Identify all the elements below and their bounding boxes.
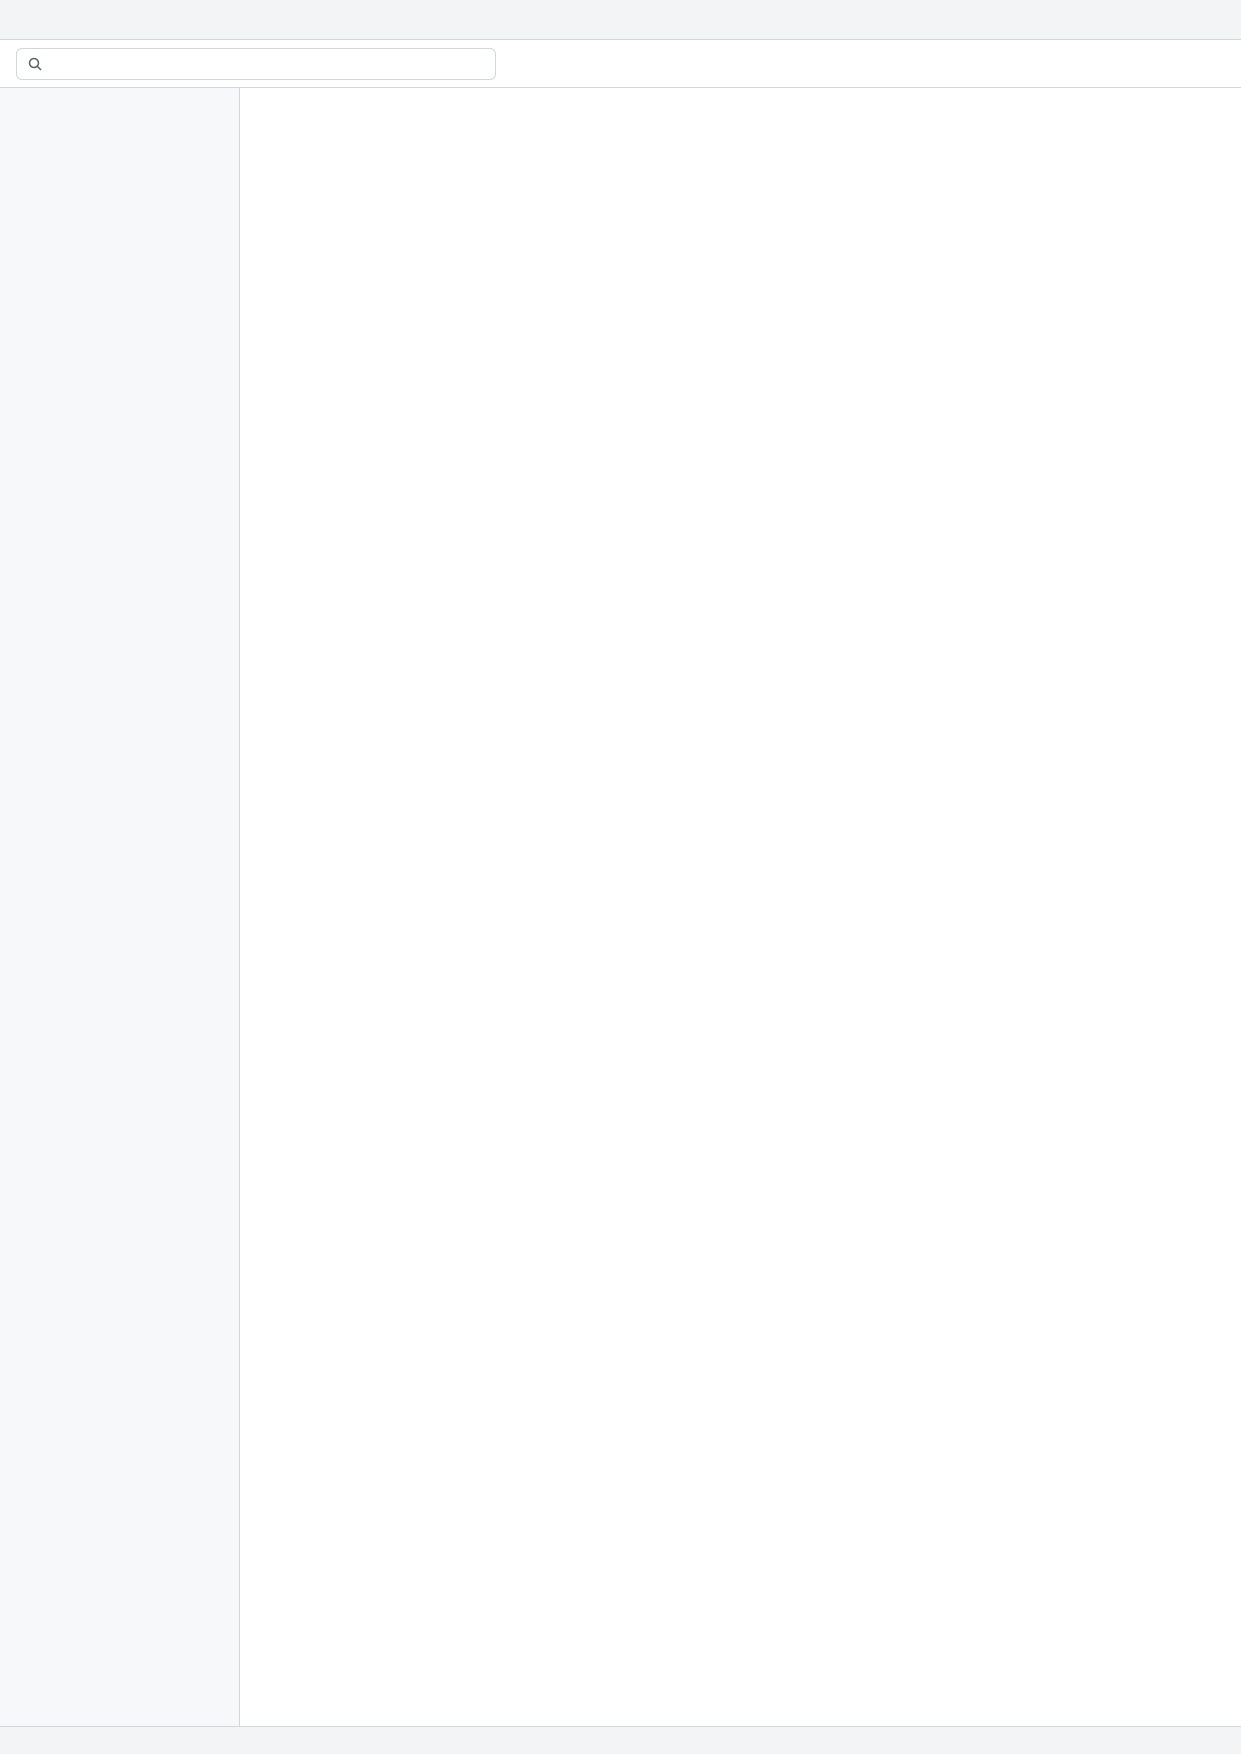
title-bar: [0, 0, 1241, 40]
toolbar: [0, 40, 1241, 88]
search-input[interactable]: [49, 56, 485, 72]
sidebar: [0, 88, 240, 1726]
search-icon: [27, 56, 43, 72]
content-area: [0, 88, 1241, 1726]
search-box[interactable]: [16, 48, 496, 80]
main-panel: [240, 88, 1241, 1726]
status-bar: [0, 1726, 1241, 1754]
